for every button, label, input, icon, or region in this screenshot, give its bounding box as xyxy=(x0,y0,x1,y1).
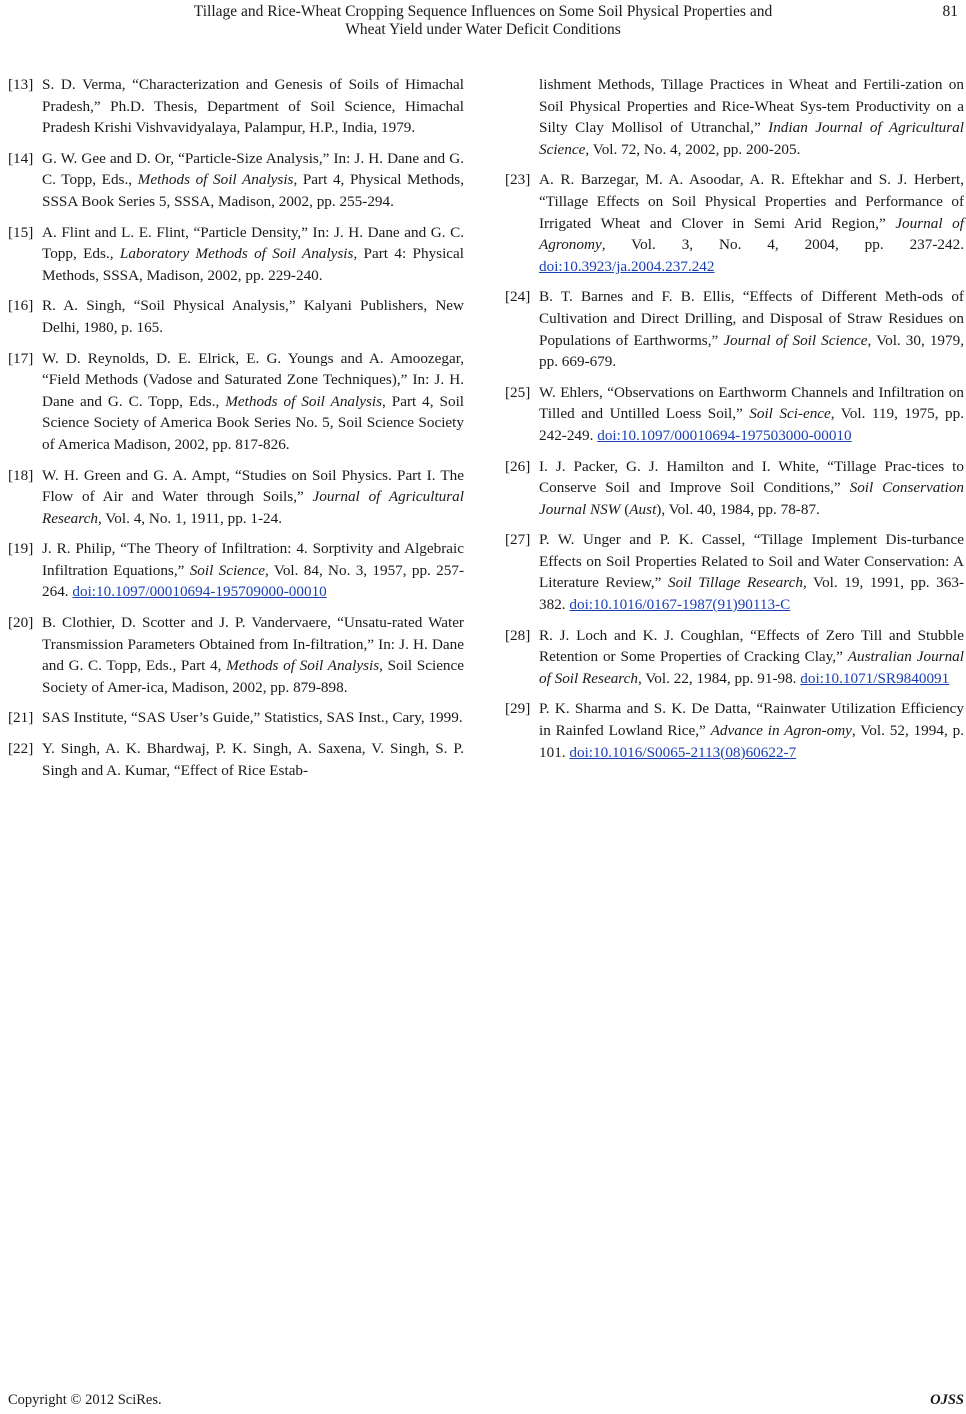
italic-title: Journal of Agricultural Research xyxy=(42,488,464,527)
reference-entry xyxy=(8,148,464,213)
reference-body xyxy=(42,612,464,698)
doi-link[interactable]: doi:10.1016/S0065-2113(08)60622-7 xyxy=(569,743,797,761)
reference-text: , Vol. 19, 1991, pp. 363-382. xyxy=(539,574,965,614)
reference-body xyxy=(539,625,964,690)
reference-text: , Vol. 30, 1979, pp. 669-679. xyxy=(539,331,964,371)
reference-entry xyxy=(8,465,464,530)
running-header xyxy=(0,0,966,40)
reference-text: P. W. Unger and P. K. Cassel, “Tillage Implement Dis-turbance Effects on Soil Properties Related to Soil and Water Conservation: A Literature Review,” xyxy=(539,531,964,592)
reference-number: [23] xyxy=(505,171,531,189)
reference-text: R. A. Singh, “Soil Physical Analysis,” Kalyani Publishers, New Delhi, 1980, p. 165. xyxy=(42,297,464,336)
reference-text: A. R. Barzegar, M. A. Asoodar, A. R. Eftekhar and S. J. Herbert, “Tillage Effects on Soil Physical Properties and Performance of Irrigated Wheat and Clover in Semi Arid Region,” xyxy=(539,171,964,232)
reference-body xyxy=(539,286,964,372)
reference-text: S. D. Verma, “Characterization and Genesis of Soils of Himachal Pradesh,” Ph.D. Thesis, Department of Soil Science, Himachal Pradesh Krishi Vishvavidyalaya, Palampur, H.P., India, 1979. xyxy=(42,76,464,137)
reference-text: , Vol. 3, No. 4, 2004, pp. 237-242. xyxy=(601,236,964,254)
reference-text: lishment Methods, Tillage Practices in Wheat and Fertili-zation on Soil Physical Properties and Rice-Wheat Sys-tem Productivity on a Silty Clay Mollisol of Utranchal,” xyxy=(539,76,964,137)
doi-link[interactable]: doi:10.1016/0167-1987(91)90113-C xyxy=(569,596,791,614)
reference-continuation xyxy=(505,74,964,160)
reference-body xyxy=(42,707,464,729)
reference-body xyxy=(42,348,464,456)
reference-number: [17] xyxy=(8,349,34,367)
reference-text: J. R. Philip, “The Theory of Infiltration: 4. Sorptivity and Algebraic Infiltration Equations,” xyxy=(42,540,464,579)
reference-body xyxy=(42,222,464,287)
reference-text: , Part 4: Physical Methods, SSSA, Madison, 2002, pp. 229-240. xyxy=(42,245,464,284)
italic-title: Soil Sci-ence xyxy=(749,405,831,423)
reference-text: Y. Singh, A. K. Bhardwaj, P. K. Singh, A. Saxena, V. Singh, S. P. Singh and A. Kumar, “Effect of Rice Estab- xyxy=(42,740,464,779)
reference-number: [15] xyxy=(8,223,34,241)
reference-text: W. Ehlers, “Observations on Earthworm Channels and Infiltration on Tilled and Untilled Loess Soil,” xyxy=(539,383,964,423)
reference-text: , Vol. 22, 1984, pp. 91-98. xyxy=(637,669,801,687)
reference-entry xyxy=(505,698,964,763)
page-number: 81 xyxy=(942,3,958,20)
reference-entry xyxy=(8,538,464,603)
reference-text: , Vol. 119, 1975, pp. 242-249. xyxy=(539,405,965,444)
reference-number: [13] xyxy=(8,76,34,93)
journal-abbreviation: OJSS xyxy=(930,1392,964,1408)
reference-entry xyxy=(8,295,464,338)
reference-body xyxy=(539,529,964,615)
reference-number: [24] xyxy=(505,288,531,306)
reference-number: [16] xyxy=(8,297,34,315)
reference-entry xyxy=(8,707,464,729)
doi-link[interactable]: doi:10.1071/SR9840091 xyxy=(800,669,950,687)
reference-entry xyxy=(505,286,964,372)
reference-body xyxy=(42,74,464,139)
reference-number: [28] xyxy=(505,626,531,644)
reference-text: R. J. Loch and K. J. Coughlan, “Effects of Zero Till and Stubble Retention or Some Properties of Cracking Clay,” xyxy=(539,626,964,666)
reference-text: SAS Institute, “SAS User’s Guide,” Statistics, SAS Inst., Cary, 1999. xyxy=(42,709,463,727)
italic-title: Methods of Soil Analysis xyxy=(226,657,380,675)
reference-body xyxy=(539,456,964,521)
italic-title: Laboratory Methods of Soil Analysis xyxy=(119,245,354,263)
reference-text: W. H. Green and G. A. Ampt, “Studies on Soil Physics. Part I. The Flow of Air and Water through Soils,” xyxy=(42,466,464,506)
reference-text: W. D. Reynolds, D. E. Elrick, E. G. Youngs and A. Amoozegar, “Field Methods (Vadose and Saturated Zone Techniques),” In: J. H. Dane and G. C. Topp, Eds., xyxy=(42,349,464,410)
italic-title: Soil Science xyxy=(189,561,265,579)
italic-title: Journal of Agronomy xyxy=(539,214,964,254)
reference-entry xyxy=(8,74,464,139)
reference-text: A. Flint and L. E. Flint, “Particle Density,” In: J. H. Dane and G. C. Topp, Eds., xyxy=(42,223,464,263)
reference-text: B. T. Barnes and F. B. Ellis, “Effects of Different Meth-ods of Cultivation and Direct Drilling, and Disposal of Straw Residues on Populations of Earthworms,” xyxy=(539,288,964,349)
reference-text: I. J. Packer, G. J. Hamilton and I. White, “Tillage Prac-tices to Conserve Soil and Improve Soil Conditions,” xyxy=(539,457,964,497)
reference-text: , Vol. 84, No. 3, 1957, pp. 257-264. xyxy=(42,561,465,601)
italic-title: Soil Tillage Research xyxy=(668,574,803,592)
reference-number: [19] xyxy=(8,540,34,558)
header-title-line1: Tillage and Rice-Wheat Cropping Sequence Influences on Some Soil Physical Properties and xyxy=(193,3,773,20)
italic-title: Methods of Soil Analysis xyxy=(225,392,383,410)
reference-number: [25] xyxy=(505,383,531,401)
reference-text: ( xyxy=(620,500,630,518)
doi-link[interactable]: doi:10.1097/00010694-197503000-00010 xyxy=(597,426,852,444)
reference-text: , Vol. 72, No. 4, 2002, pp. 200-205. xyxy=(585,140,801,158)
reference-number: [20] xyxy=(8,614,34,632)
reference-number: [27] xyxy=(505,531,531,549)
italic-title: Indian Journal of Agricultural Science xyxy=(539,119,964,158)
doi-link[interactable]: doi:10.1097/00010694-195709000-00010 xyxy=(72,583,327,601)
reference-text: P. K. Sharma and S. K. De Datta, “Rainwater Utilization Efficiency in Rainfed Lowland Rice,” xyxy=(539,700,964,740)
italic-title: Advance in Agron-omy xyxy=(710,722,852,740)
reference-text: , Part 4, Physical Methods, SSSA Book Series 5, SSSA, Madison, 2002, pp. 255-294. xyxy=(42,171,464,210)
reference-number: [26] xyxy=(505,457,531,475)
header-title-line2: Wheat Yield under Water Deficit Conditions xyxy=(345,21,621,38)
reference-number: [21] xyxy=(8,709,34,727)
reference-entry xyxy=(8,348,464,456)
copyright-notice: Copyright © 2012 SciRes. xyxy=(8,1392,162,1408)
reference-text: , Vol. 52, 1994, p. 101. xyxy=(539,722,964,761)
reference-entry xyxy=(8,738,464,781)
italic-title: Journal of Soil Science xyxy=(723,331,868,349)
references-left-column xyxy=(8,74,464,790)
doi-link[interactable]: doi:10.3923/ja.2004.237.242 xyxy=(539,257,715,275)
reference-entry xyxy=(8,612,464,698)
reference-body xyxy=(539,382,964,447)
reference-number: [18] xyxy=(8,466,34,484)
reference-entry xyxy=(505,382,964,447)
reference-entry xyxy=(8,222,464,287)
italic-title: Soil Conservation Journal NSW xyxy=(539,479,965,518)
references-right-column xyxy=(505,74,964,772)
italic-title: Methods of Soil Analysis xyxy=(137,171,294,189)
reference-text: ), Vol. 40, 1984, pp. 78-87. xyxy=(656,500,820,518)
reference-body xyxy=(42,465,464,530)
reference-text: , Part 4, Soil Science Society of America Book Series No. 5, Soil Science Society of America Madison, 2002, pp. 817-826. xyxy=(42,392,465,453)
italic-title: Australian Journal of Soil Research xyxy=(539,648,964,687)
italic-title: Aust xyxy=(629,500,657,518)
reference-body xyxy=(42,738,464,781)
reference-entry xyxy=(505,529,964,615)
reference-entry xyxy=(505,456,964,521)
reference-body xyxy=(42,148,464,213)
reference-text: G. W. Gee and D. Or, “Particle-Size Analysis,” In: J. H. Dane and G. C. Topp, Eds., xyxy=(42,149,464,189)
reference-body xyxy=(539,698,964,763)
reference-body xyxy=(539,169,964,277)
reference-number: [29] xyxy=(505,700,531,718)
reference-entry xyxy=(505,169,964,277)
reference-text: B. Clothier, D. Scotter and J. P. Vandervaere, “Unsatu-rated Water Transmission Parameters Obtained from In-filtration,” In: J. H. Dane and G. C. Topp, Eds., Part 4, xyxy=(42,614,464,675)
reference-body xyxy=(42,538,464,603)
reference-body xyxy=(42,295,464,338)
reference-entry xyxy=(505,625,964,690)
reference-number: [14] xyxy=(8,149,34,167)
reference-text: , Vol. 4, No. 1, 1911, pp. 1-24. xyxy=(97,509,283,527)
reference-number: [22] xyxy=(8,740,34,758)
reference-text: , Soil Science Society of Amer-ica, Madison, 2002, pp. 879-898. xyxy=(42,657,465,696)
